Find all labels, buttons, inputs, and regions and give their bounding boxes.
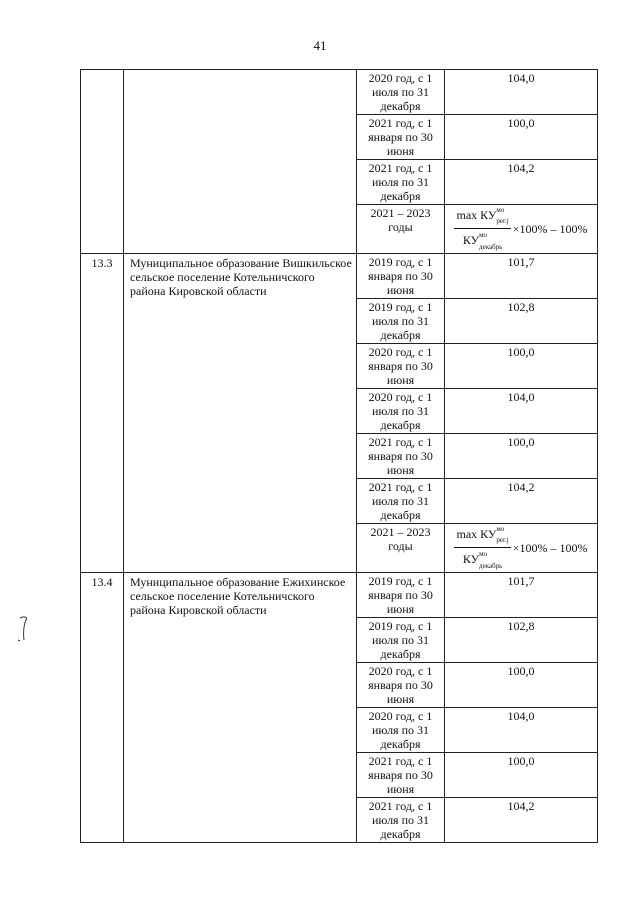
table-row (81, 70, 598, 115)
formula: $\frac{\max КУ^{мо}_{рег.j}}{КУ^{мо}_{декабрь}}$ ×100% – 100% (456, 206, 588, 251)
section-number: 13.3 (81, 253, 124, 572)
period-cell: 2020 год, с 1 июля по 31 декабря (357, 388, 445, 433)
value-cell: 104,0 (445, 388, 598, 433)
table-row (81, 253, 598, 298)
formula: $\frac{\max КУ^{мо}_{рег.j}}{КУ^{мо}_{декабрь}}$ ×100% – 100% (456, 524, 588, 570)
period-cell: 2021 год, с 1 января по 30 июня (357, 115, 445, 160)
value-cell: 104,2 (445, 478, 598, 523)
period-cell: 2019 год, с 1 июля по 31 декабря (357, 298, 445, 343)
period-cell: 2021 – 2023 годы (357, 205, 445, 254)
period-cell: 2020 год, с 1 июля по 31 декабря (357, 70, 445, 115)
section-name: Муниципальное образование Ежихинское сельское поселение Котельничского района Кировской области (124, 572, 357, 842)
table-row (81, 572, 598, 617)
tariff-table (80, 69, 598, 843)
period-cell: 2021 – 2023 годы (357, 523, 445, 572)
value-cell: 104,0 (445, 707, 598, 752)
value-cell: 101,7 (445, 572, 598, 617)
value-cell: 100,0 (445, 752, 598, 797)
period-cell: 2021 год, с 1 июля по 31 декабря (357, 797, 445, 842)
period-cell: 2020 год, с 1 января по 30 июня (357, 662, 445, 707)
value-cell: 100,0 (445, 343, 598, 388)
section-name: Муниципальное образование Вишкильское сельское поселение Котельничского района Кировской области (124, 253, 357, 572)
period-cell: 2019 год, с 1 июля по 31 декабря (357, 617, 445, 662)
value-cell: 104,2 (445, 160, 598, 205)
formula-cell (445, 523, 598, 572)
page-number: 41 (313, 38, 327, 53)
period-cell: 2020 год, с 1 января по 30 июня (357, 343, 445, 388)
section-number: 13.4 (81, 572, 124, 842)
section-number-cell (81, 70, 124, 254)
value-cell: 102,8 (445, 617, 598, 662)
pen-mark-icon (14, 610, 34, 650)
value-cell: 104,0 (445, 70, 598, 115)
value-cell: 101,7 (445, 253, 598, 298)
period-cell: 2019 год, с 1 января по 30 июня (357, 572, 445, 617)
value-cell: 100,0 (445, 115, 598, 160)
section-name-cell (124, 70, 357, 254)
value-cell: 100,0 (445, 433, 598, 478)
period-cell: 2021 год, с 1 июля по 31 декабря (357, 478, 445, 523)
value-cell: 100,0 (445, 662, 598, 707)
value-cell: 104,2 (445, 797, 598, 842)
period-cell: 2021 год, с 1 января по 30 июня (357, 752, 445, 797)
period-cell: 2021 год, с 1 января по 30 июня (357, 433, 445, 478)
period-cell: 2021 год, с 1 июля по 31 декабря (357, 160, 445, 205)
formula-cell (445, 205, 598, 254)
period-cell: 2019 год, с 1 января по 30 июня (357, 253, 445, 298)
period-cell: 2020 год, с 1 июля по 31 декабря (357, 707, 445, 752)
value-cell: 102,8 (445, 298, 598, 343)
